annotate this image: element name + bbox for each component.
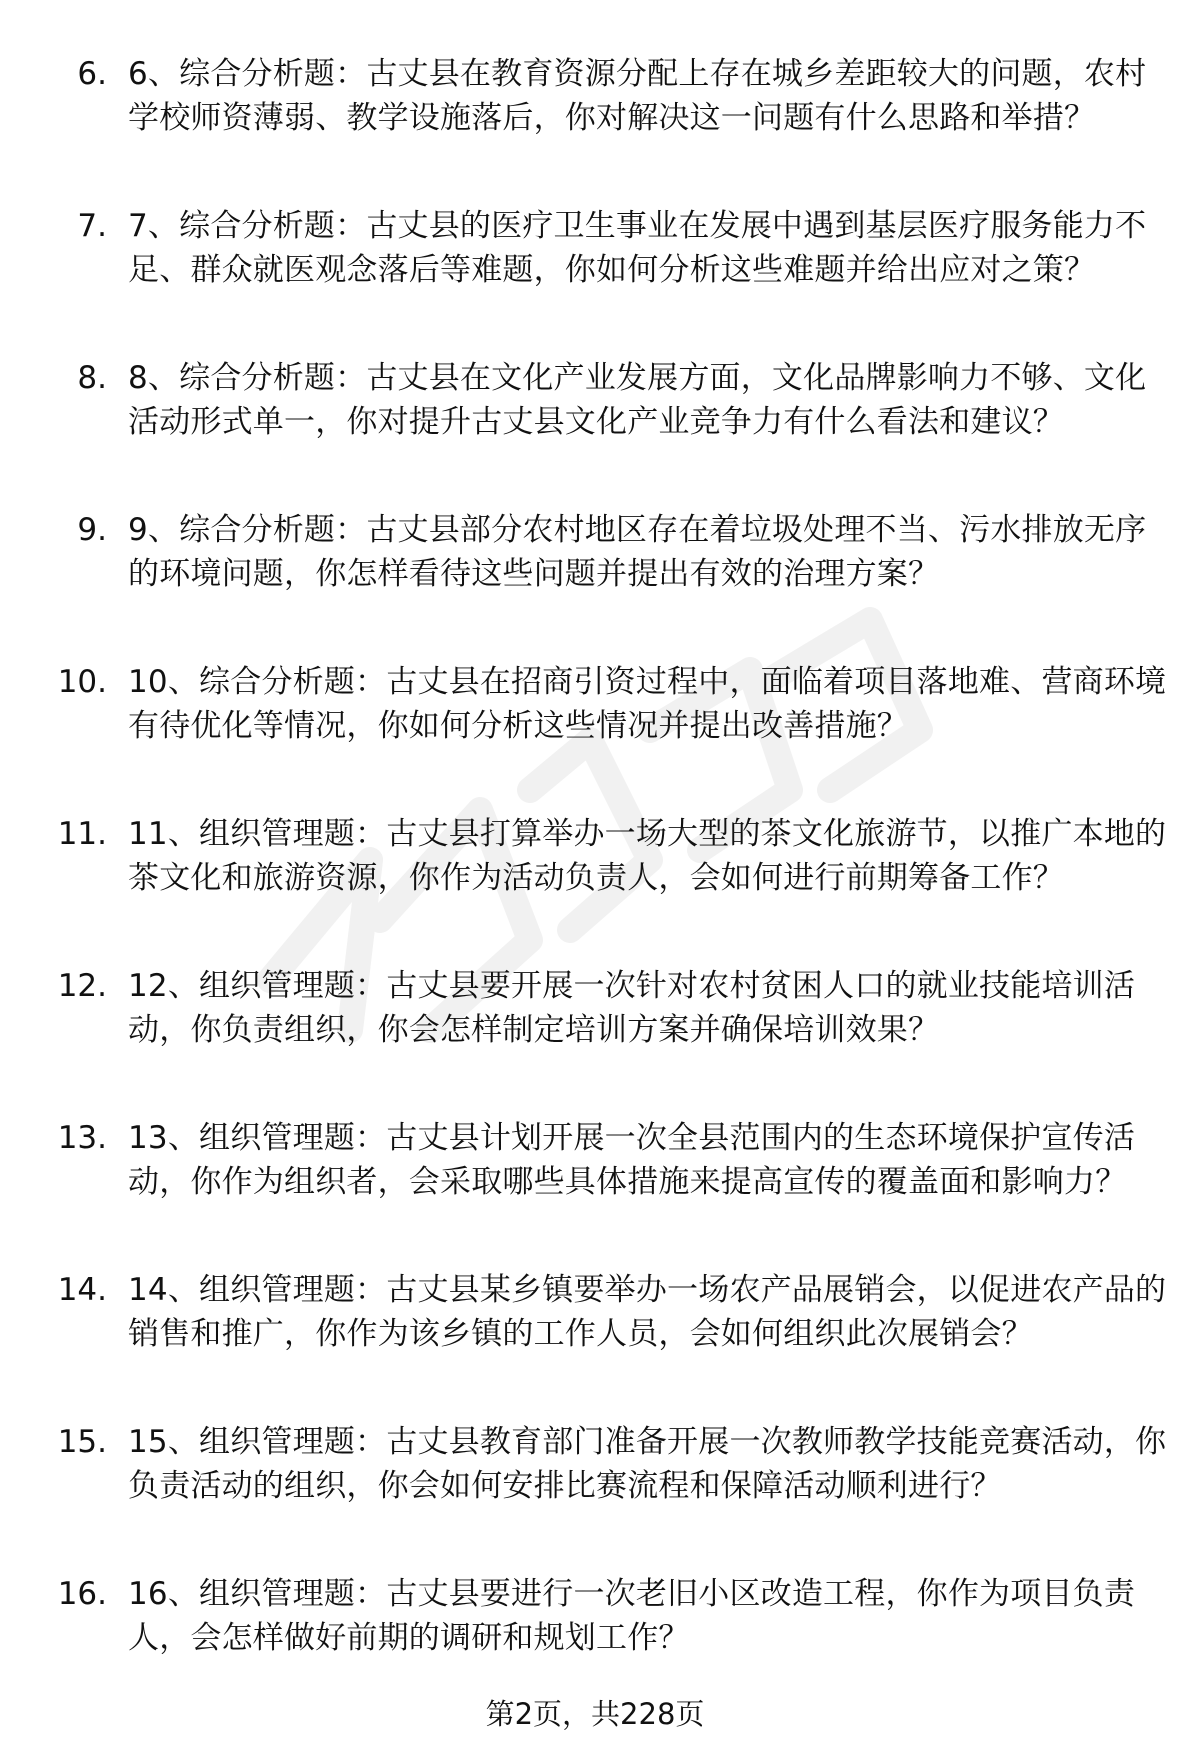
list-item — [0, 964, 1190, 1099]
question-number: 6. — [77, 56, 107, 92]
list-item — [0, 812, 1190, 947]
question-text: 9、综合分析题：古丈县部分农村地区存在着垃圾处理不当、污水排放无序的环境问题，你怎样看待这些问题并提出有效的治理方案？ — [128, 512, 1147, 592]
list-item — [0, 1268, 1190, 1403]
question-number: 16. — [57, 1576, 107, 1612]
list-item — [0, 52, 1190, 187]
question-number: 14. — [57, 1272, 107, 1308]
list-item — [0, 1420, 1190, 1555]
page-footer: 第2页，共228页 — [485, 1697, 705, 1731]
question-text: 12、组织管理题：古丈县要开展一次针对农村贫困人口的就业技能培训活动，你负责组织，你会怎样制定培训方案并确保培训效果？ — [128, 968, 1136, 1048]
question-number: 8. — [77, 360, 107, 396]
question-number: 11. — [57, 816, 107, 852]
question-number: 9. — [77, 512, 107, 548]
question-text: 8、综合分析题：古丈县在文化产业发展方面，文化品牌影响力不够、文化活动形式单一，你对提升古丈县文化产业竞争力有什么看法和建议？ — [128, 360, 1147, 440]
list-item — [0, 356, 1190, 491]
question-number: 10. — [57, 664, 107, 700]
question-number: 12. — [57, 968, 107, 1004]
question-text: 14、组织管理题：古丈县某乡镇要举办一场农产品展销会，以促进农产品的销售和推广，你作为该乡镇的工作人员，会如何组织此次展销会？ — [128, 1272, 1167, 1352]
list-item — [0, 508, 1190, 643]
question-text: 10、综合分析题：古丈县在招商引资过程中，面临着项目落地难、营商环境有待优化等情况，你如何分析这些情况并提出改善措施？ — [128, 664, 1167, 744]
list-item — [0, 1572, 1190, 1707]
question-number: 15. — [57, 1424, 107, 1460]
list-item — [0, 1116, 1190, 1251]
question-text: 7、综合分析题：古丈县的医疗卫生事业在发展中遇到基层医疗服务能力不足、群众就医观念落后等难题，你如何分析这些难题并给出应对之策？ — [128, 208, 1147, 288]
question-text: 16、组织管理题：古丈县要进行一次老旧小区改造工程，你作为项目负责人，会怎样做好前期的调研和规划工作？ — [128, 1576, 1136, 1656]
question-list — [0, 52, 1190, 1724]
question-text: 11、组织管理题：古丈县打算举办一场大型的茶文化旅游节，以推广本地的茶文化和旅游资源，你作为活动负责人，会如何进行前期筹备工作？ — [128, 816, 1167, 896]
question-number: 7. — [77, 208, 107, 244]
question-text: 6、综合分析题：古丈县在教育资源分配上存在城乡差距较大的问题，农村学校师资薄弱、教学设施落后，你对解决这一问题有什么思路和举措？ — [128, 56, 1147, 136]
list-item — [0, 204, 1190, 339]
question-text: 13、组织管理题：古丈县计划开展一次全县范围内的生态环境保护宣传活动，你作为组织者，会采取哪些具体措施来提高宣传的覆盖面和影响力？ — [128, 1120, 1136, 1200]
question-number: 13. — [57, 1120, 107, 1156]
question-text: 15、组织管理题：古丈县教育部门准备开展一次教师教学技能竞赛活动，你负责活动的组织，你会如何安排比赛流程和保障活动顺利进行？ — [128, 1424, 1167, 1504]
list-item — [0, 660, 1190, 795]
